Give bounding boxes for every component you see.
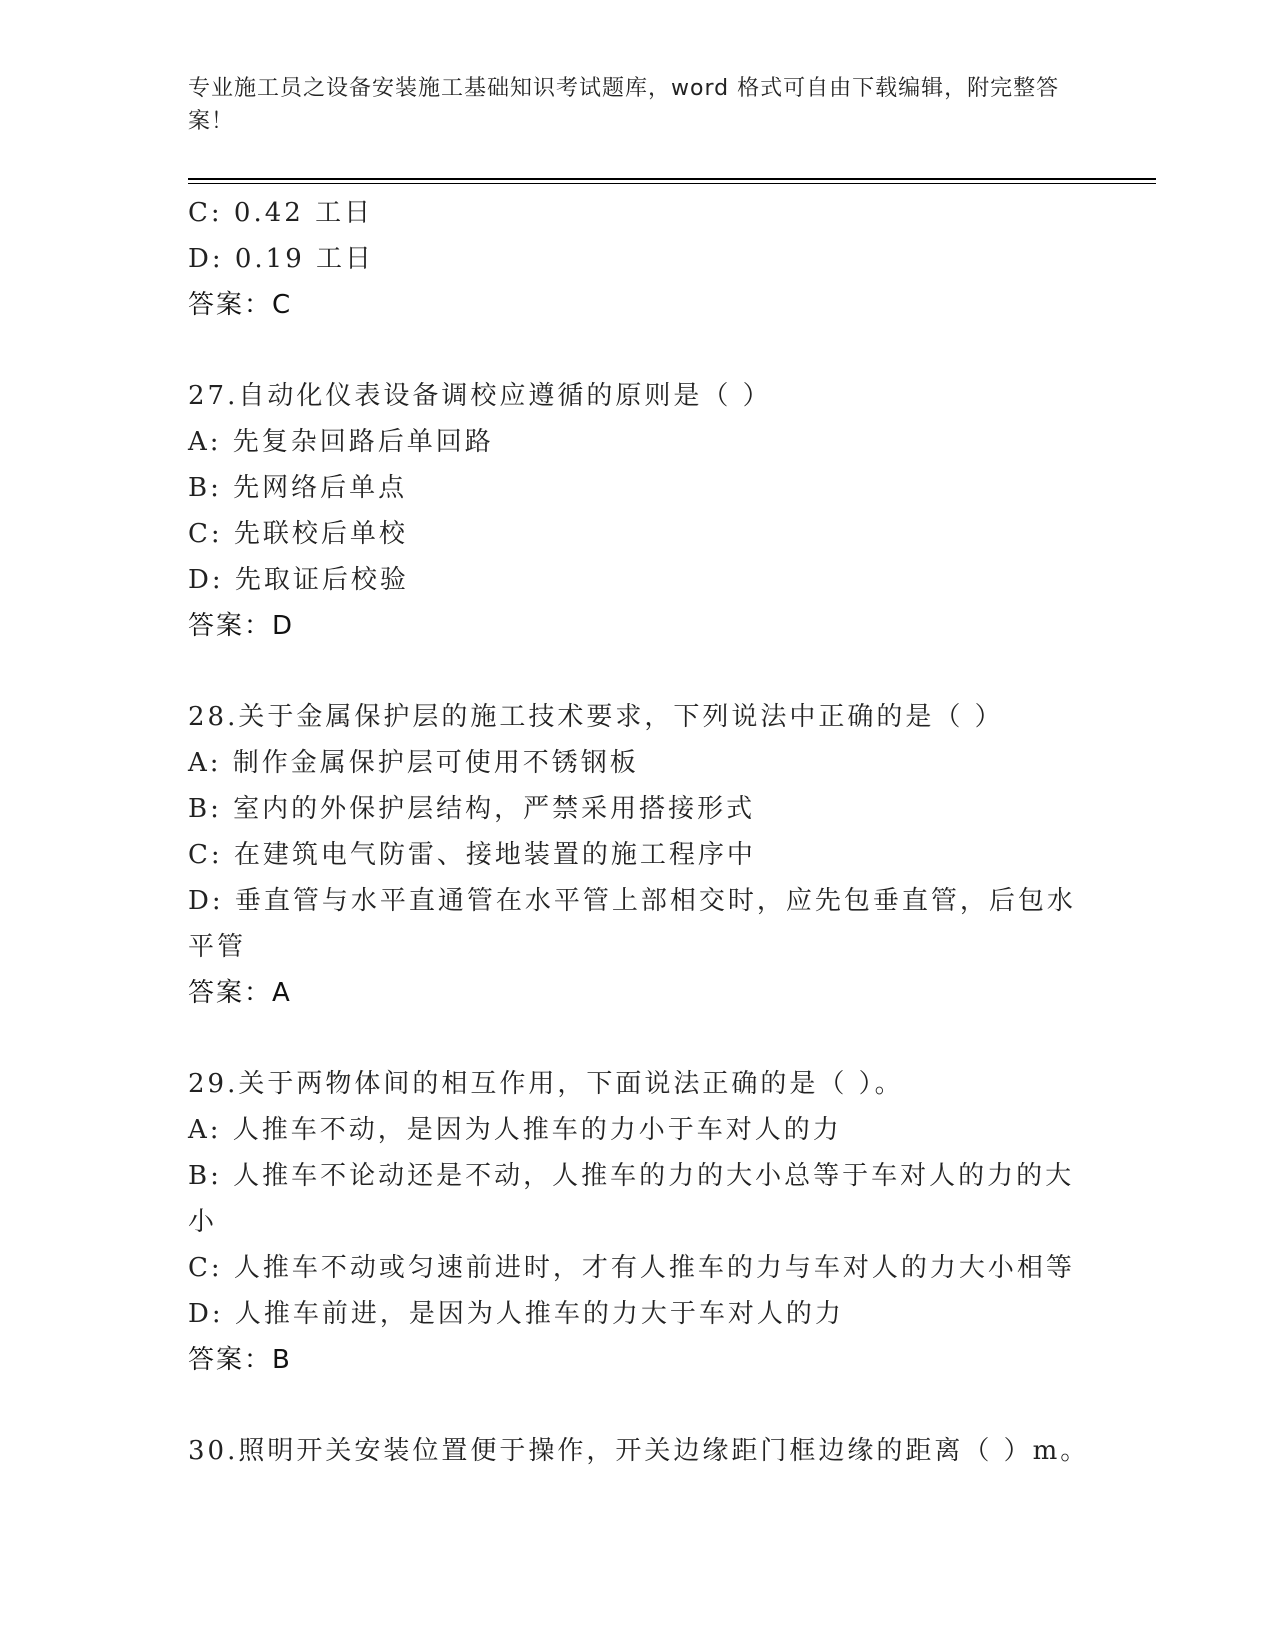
spacer [188,1383,1088,1428]
q28-option-c: C: 在建筑电气防雷、接地装置的施工程序中 [188,840,756,870]
spacer [188,328,1088,373]
q28-answer: 答案：A [188,978,292,1008]
q27-option-c: C: 先联校后单校 [188,519,408,549]
spacer [188,649,1088,694]
q30-question: 30.照明开关安装位置便于操作，开关边缘距门框边缘的距离（ ）m。 [188,1436,1090,1466]
q29-option-d: D: 人推车前进，是因为人推车的力大于车对人的力 [188,1299,844,1329]
q29-option-b: B: 人推车不论动还是不动，人推车的力的大小总等于车对人的力的大小 [188,1161,1075,1237]
q28-option-b: B: 室内的外保护层结构，严禁采用搭接形式 [188,794,756,824]
q27-question: 27.自动化仪表设备调校应遵循的原则是（ ） [188,381,772,411]
header-divider-thin [188,183,1156,184]
q28-option-a: A: 制作金属保护层可使用不锈钢板 [188,748,639,778]
q28-option-d: D: 垂直管与水平直通管在水平管上部相交时，应先包垂直管，后包水平管 [188,886,1076,962]
q26-answer: 答案：C [188,290,293,320]
q27-option-b: B: 先网络后单点 [188,473,408,503]
q29-option-c: C: 人推车不动或匀速前进时，才有人推车的力与车对人的力大小相等 [188,1253,1075,1283]
q26-option-c: C: 0.42 工日 [188,198,374,228]
header-divider [188,178,1156,180]
q29-question: 29.关于两物体间的相互作用，下面说法正确的是（ ）。 [188,1069,904,1099]
q29-option-a: A: 人推车不动，是因为人推车的力小于车对人的力 [188,1115,842,1145]
question-content [188,190,1088,1474]
q29-answer: 答案：B [188,1345,292,1375]
q28-question: 28.关于金属保护层的施工技术要求，下列说法中正确的是（ ） [188,702,1004,732]
spacer [188,1016,1088,1061]
q27-option-a: A: 先复杂回路后单回路 [188,427,494,457]
q27-answer: 答案：D [188,611,295,641]
q26-option-d: D: 0.19 工日 [188,244,375,274]
q27-option-d: D: 先取证后校验 [188,565,409,595]
document-header: 专业施工员之设备安装施工基础知识考试题库，word 格式可自由下载编辑，附完整答案！ [188,76,1060,134]
